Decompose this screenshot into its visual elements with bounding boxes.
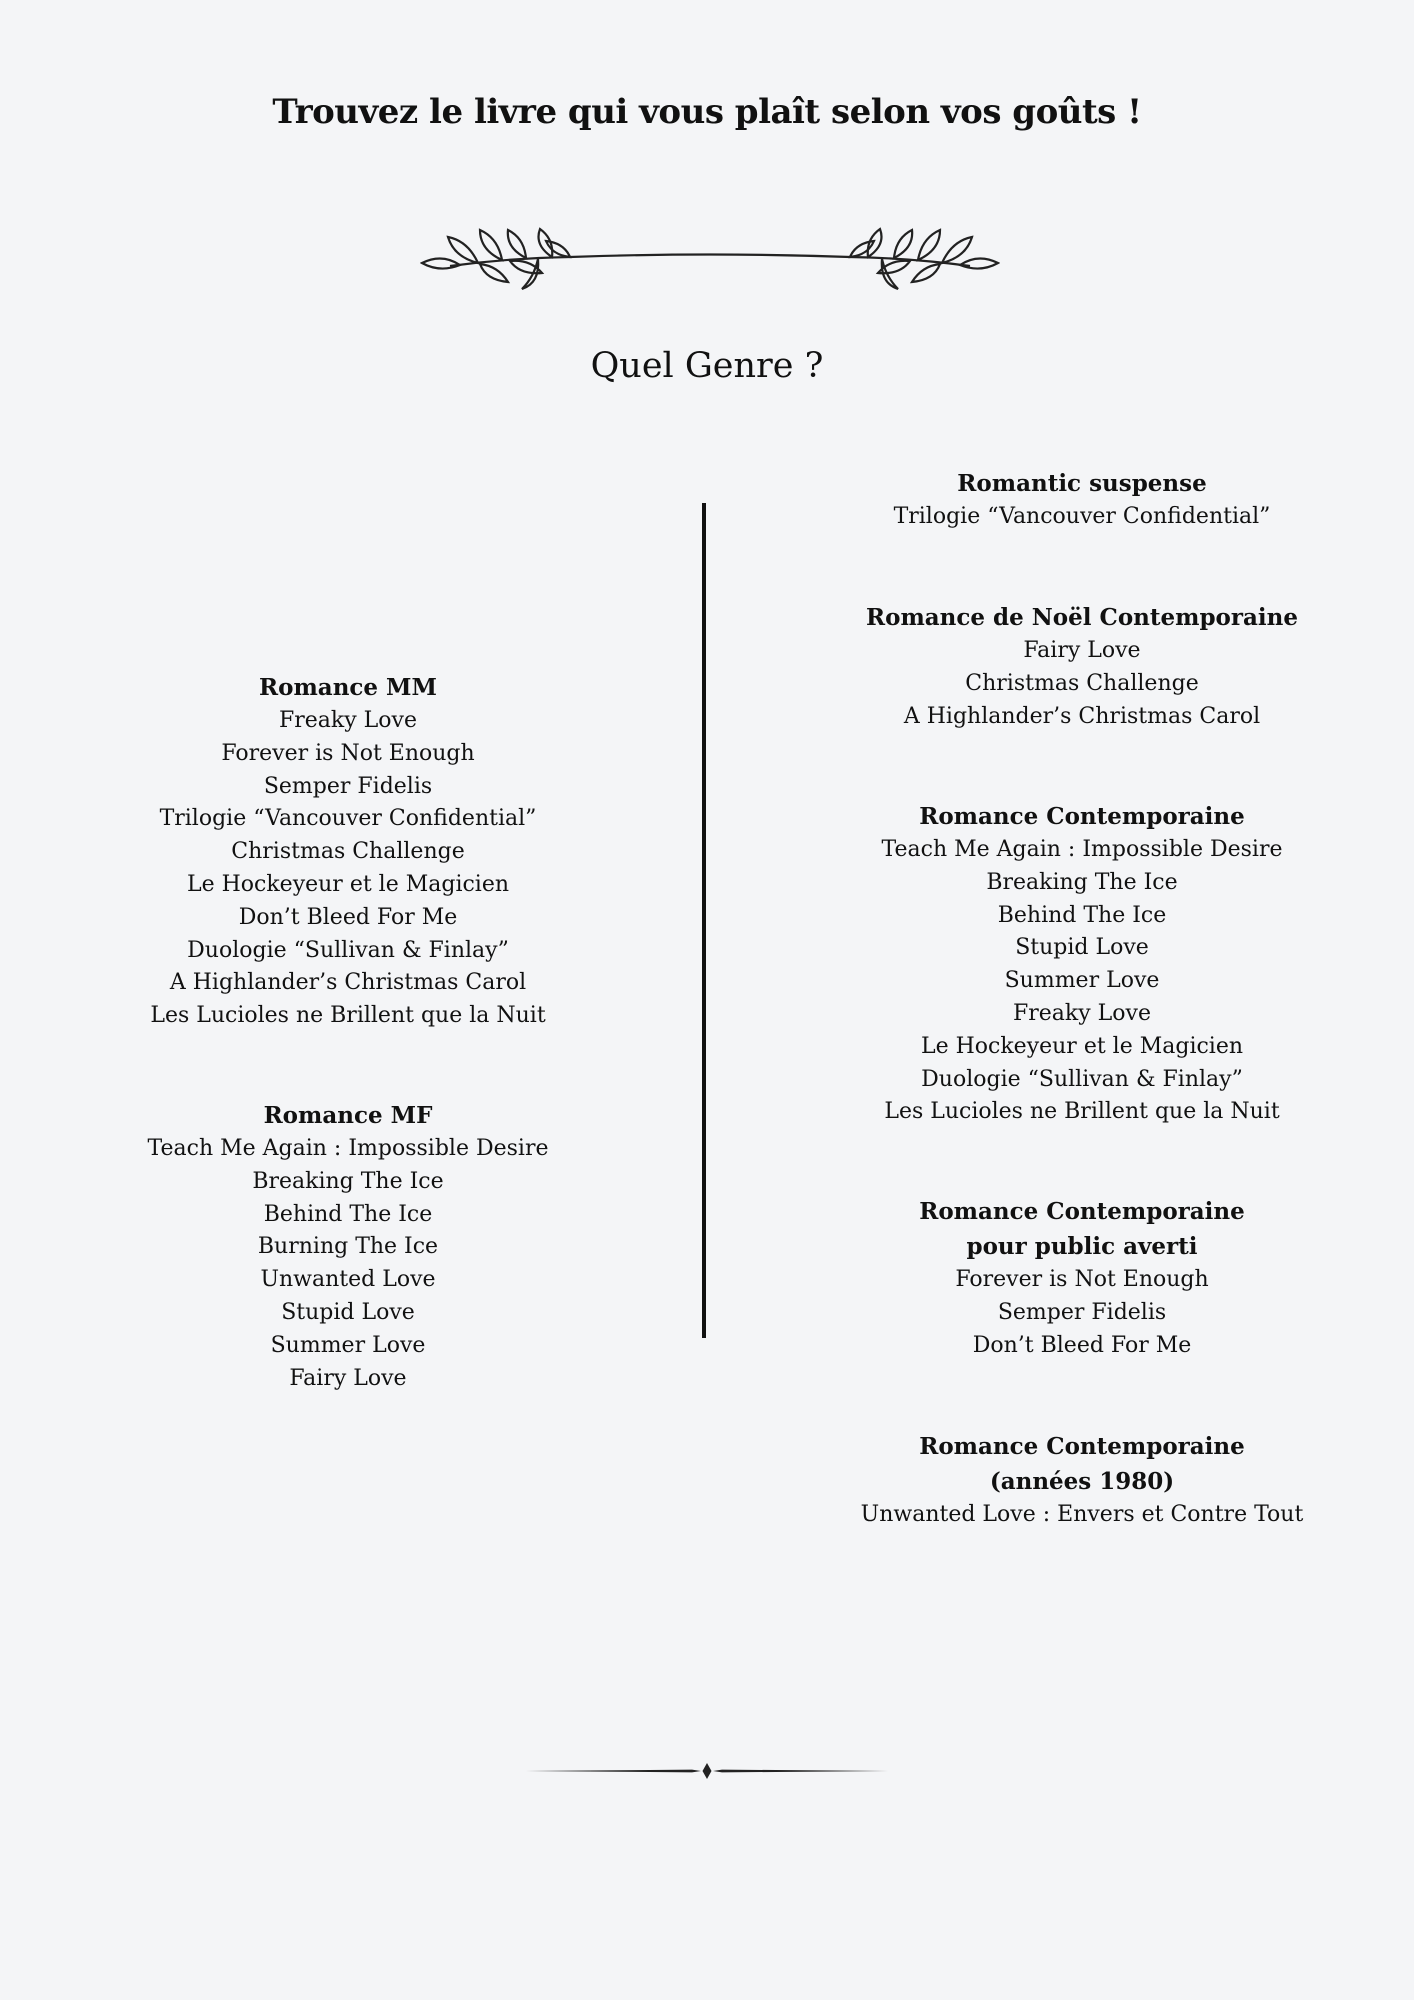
book-title: Forever is Not Enough bbox=[221, 740, 475, 766]
book-title: Teach Me Again : Impossible Desire bbox=[881, 837, 1283, 862]
left-branch bbox=[422, 229, 570, 289]
book-title: Summer Love bbox=[270, 1332, 426, 1358]
book-title: Freaky Love bbox=[279, 708, 417, 733]
book-title: Les Lucioles ne Brillent que la Nuit bbox=[884, 1099, 1280, 1125]
genre-heading-line2: (années 1980) bbox=[989, 1468, 1175, 1495]
book-list bbox=[98, 705, 598, 1033]
book-title: Christmas Challenge bbox=[231, 839, 465, 865]
book-list bbox=[832, 834, 1332, 1129]
genre-romance-contemporaine bbox=[832, 799, 1332, 1129]
genre-romance-noel bbox=[832, 600, 1332, 733]
book-title: Christmas Challenge bbox=[965, 670, 1199, 696]
book-list bbox=[832, 1499, 1332, 1532]
book-title: Don’t Bleed For Me bbox=[238, 904, 458, 930]
book-list bbox=[98, 1133, 598, 1395]
book-title: Semper Fidelis bbox=[997, 1299, 1167, 1325]
book-title: Breaking The Ice bbox=[252, 1168, 444, 1194]
book-title: Trilogie “Vancouver Confidential” bbox=[159, 806, 537, 832]
genre-heading: Romance Contemporaine bbox=[919, 1433, 1245, 1460]
page-title: Trouvez le livre qui vous plaît selon vos goûts ! bbox=[272, 92, 1142, 132]
book-list bbox=[832, 1264, 1332, 1362]
section-subtitle: Quel Genre ? bbox=[590, 346, 824, 386]
book-title: Fairy Love bbox=[1023, 638, 1141, 663]
genre-romance-public-averti bbox=[832, 1194, 1332, 1362]
genre-heading: Romance Contemporaine bbox=[919, 1198, 1245, 1225]
diamond-divider-icon bbox=[526, 1761, 888, 1781]
book-title: Duologie “Sullivan & Finlay” bbox=[187, 937, 509, 963]
book-title: Duologie “Sullivan & Finlay” bbox=[921, 1066, 1243, 1092]
genre-romance-annees-1980 bbox=[832, 1429, 1332, 1532]
column-divider bbox=[702, 503, 706, 1338]
book-list bbox=[832, 635, 1332, 733]
genre-heading: Romance MF bbox=[263, 1102, 433, 1129]
book-title: Semper Fidelis bbox=[263, 773, 433, 799]
book-title: A Highlander’s Christmas Carol bbox=[169, 970, 527, 996]
book-title: Freaky Love bbox=[1013, 1000, 1151, 1026]
book-title: Breaking The Ice bbox=[986, 869, 1178, 895]
book-title: Behind The Ice bbox=[997, 902, 1167, 928]
genre-romantic-suspense bbox=[832, 466, 1332, 534]
book-title: Unwanted Love : Envers et Contre Tout bbox=[860, 1502, 1304, 1527]
genre-romance-mm bbox=[98, 670, 598, 1033]
genre-romance-mf bbox=[98, 1098, 598, 1395]
book-title: Stupid Love bbox=[1015, 935, 1149, 961]
book-title: Summer Love bbox=[1004, 968, 1160, 994]
book-title: Don’t Bleed For Me bbox=[972, 1332, 1192, 1358]
laurel-divider-icon bbox=[420, 208, 1000, 298]
book-title: Stupid Love bbox=[281, 1299, 415, 1325]
right-branch bbox=[850, 229, 998, 289]
book-title: A Highlander’s Christmas Carol bbox=[903, 703, 1261, 729]
book-list bbox=[832, 501, 1332, 534]
book-title: Burning The Ice bbox=[257, 1234, 439, 1260]
book-title: Trilogie “Vancouver Confidential” bbox=[893, 504, 1271, 529]
genre-heading: Romantic suspense bbox=[957, 470, 1207, 497]
book-title: Fairy Love bbox=[289, 1365, 407, 1391]
genre-heading: Romance MM bbox=[259, 674, 437, 701]
genre-heading-line2: pour public averti bbox=[966, 1233, 1198, 1260]
book-title: Unwanted Love bbox=[260, 1267, 436, 1293]
genre-heading: Romance de Noël Contemporaine bbox=[865, 604, 1299, 631]
book-title: Forever is Not Enough bbox=[955, 1267, 1209, 1292]
book-title: Le Hockeyeur et le Magicien bbox=[186, 871, 510, 897]
book-title: Behind The Ice bbox=[263, 1201, 433, 1227]
book-title: Les Lucioles ne Brillent que la Nuit bbox=[150, 1003, 546, 1029]
book-title: Teach Me Again : Impossible Desire bbox=[147, 1136, 549, 1161]
book-title: Le Hockeyeur et le Magicien bbox=[920, 1033, 1244, 1059]
genre-heading: Romance Contemporaine bbox=[919, 803, 1245, 830]
